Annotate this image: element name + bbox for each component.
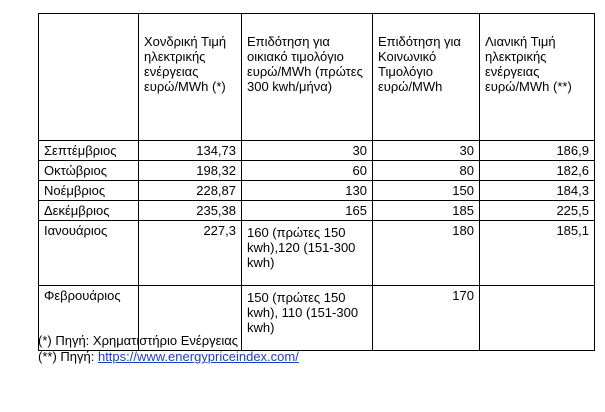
- social-subsidy-cell: 170: [373, 286, 480, 351]
- retail-cell: 185,1: [480, 221, 595, 286]
- household-subsidy-cell: 30: [242, 141, 373, 161]
- retail-cell: 186,9: [480, 141, 595, 161]
- household-subsidy-cell: 165: [242, 201, 373, 221]
- social-subsidy-cell: 80: [373, 161, 480, 181]
- header-wholesale-price: Χονδρική Τιμή ηλεκτρικής ενέργειας ευρώ/MWh (*): [139, 14, 242, 141]
- header-household-subsidy: Επιδότηση για οικιακό τιμολόγιο ευρώ/MWh (πρώτες 300 kwh/μήνα): [242, 14, 373, 141]
- social-subsidy-cell: 150: [373, 181, 480, 201]
- header-retail-price: Λιανική Τιμή ηλεκτρικής ενέργειας ευρώ/MWh (**): [480, 14, 595, 141]
- social-subsidy-cell: 180: [373, 221, 480, 286]
- header-corner-cell: [39, 14, 139, 141]
- header-social-subsidy: Επιδότηση για Κοινωνικό Τιμολόγιο ευρώ/MWh: [373, 14, 480, 141]
- electricity-price-table: [38, 13, 595, 351]
- table-row: [39, 221, 595, 286]
- wholesale-cell: 235,38: [139, 201, 242, 221]
- table-row: [39, 141, 595, 161]
- table-footnotes: [38, 333, 299, 365]
- retail-cell: 225,5: [480, 201, 595, 221]
- month-cell: Ιανουάριος: [39, 221, 139, 286]
- month-cell: Σεπτέμβριος: [39, 141, 139, 161]
- retail-cell: 184,3: [480, 181, 595, 201]
- table-row: [39, 181, 595, 201]
- table-header-row: [39, 14, 595, 141]
- table-row: [39, 201, 595, 221]
- footnote-source-1: (*) Πηγή: Χρηματιστήριο Ενέργειας: [38, 333, 239, 348]
- household-subsidy-cell: 130: [242, 181, 373, 201]
- footnote-source-2: [38, 349, 299, 365]
- social-subsidy-cell: 30: [373, 141, 480, 161]
- household-subsidy-cell: 150 (πρώτες 150 kwh), 110 (151-300 kwh): [242, 286, 373, 351]
- month-cell: Οκτώβριος: [39, 161, 139, 181]
- wholesale-cell: 227,3: [139, 221, 242, 286]
- household-subsidy-cell: 160 (πρώτες 150 kwh),120 (151-300 kwh): [242, 221, 373, 286]
- month-cell: Δεκέμβριος: [39, 201, 139, 221]
- footnote-source-2-prefix: (**) Πηγή:: [38, 349, 98, 364]
- wholesale-cell: 198,32: [139, 161, 242, 181]
- wholesale-cell: 228,87: [139, 181, 242, 201]
- energy-price-index-link[interactable]: https://www.energypriceindex.com/: [97, 349, 299, 364]
- retail-cell: 182,6: [480, 161, 595, 181]
- household-subsidy-cell: 60: [242, 161, 373, 181]
- wholesale-cell: 134,73: [139, 141, 242, 161]
- month-cell: Νοέμβριος: [39, 181, 139, 201]
- month-cell: Φεβρουάριος: [39, 286, 139, 351]
- retail-cell: [480, 286, 595, 351]
- social-subsidy-cell: 185: [373, 201, 480, 221]
- table-row: [39, 161, 595, 181]
